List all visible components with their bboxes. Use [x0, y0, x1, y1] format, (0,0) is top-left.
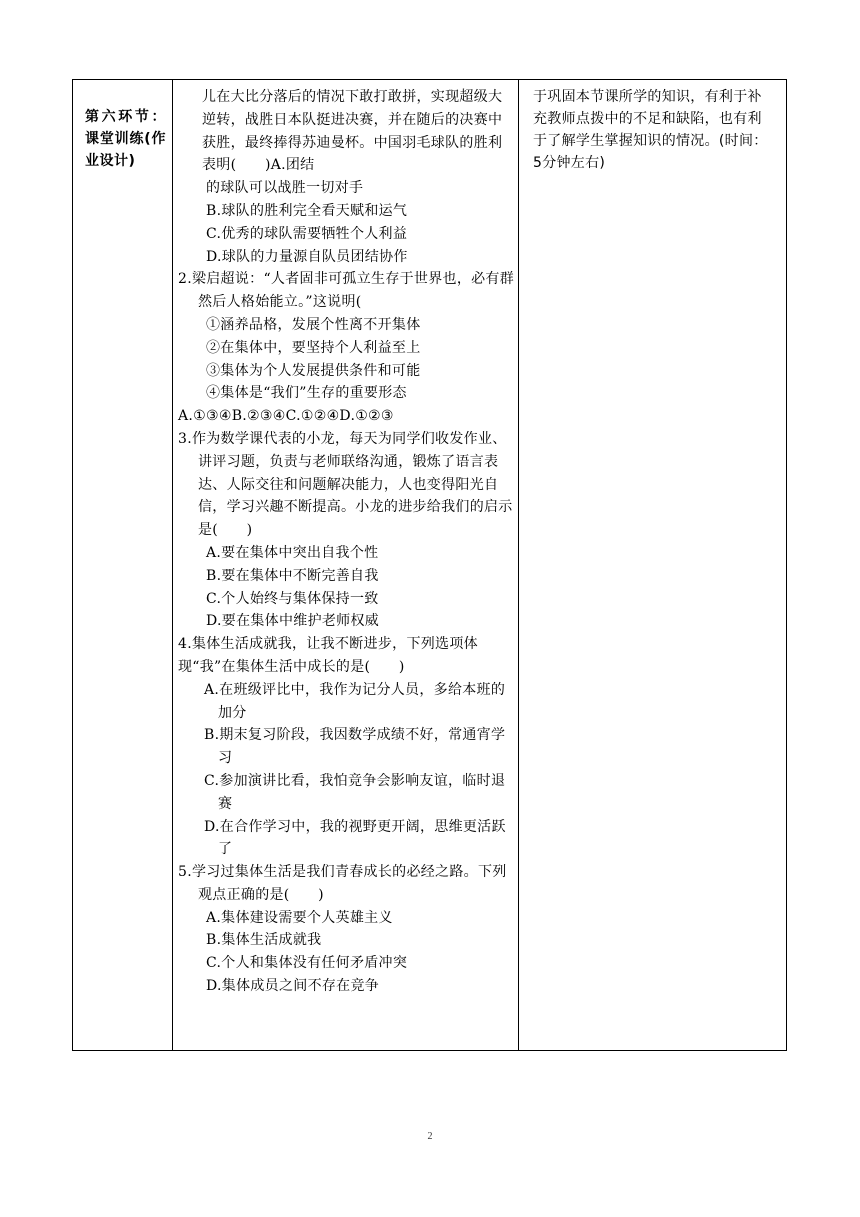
q4-option-a: A.在班级评比中，我作为记分人员，多给本班的加分 — [204, 681, 506, 721]
q1-option-d: D.球队的力量源自队员团结协作 — [206, 248, 408, 265]
q5-stem: 5.学习过集体生活是我们青春成长的必经之路。下列观点正确的是( ) — [178, 864, 507, 903]
q4-option-c: C.参加演讲比看，我怕竞争会影响友谊，临时退赛 — [204, 772, 506, 812]
q2-options: A.①③④B.②③④C.①②④D.①②③ — [178, 408, 394, 425]
stage-cell — [73, 80, 173, 1051]
exercise-cell — [173, 80, 519, 1051]
q4-stem: 4.集体生活成就我，让我不断进步，下列选项体现“我”在集体生活中成长的是( ) — [178, 636, 478, 675]
stage-label: 第六环节：课堂训练(作业设计) — [85, 109, 166, 169]
q5-option-a: A.集体建设需要个人英雄主义 — [206, 909, 393, 926]
q5-option-b: B.集体生活成就我 — [206, 932, 322, 949]
q1-option-a-continued: 的球队可以战胜一切对手 — [206, 180, 364, 197]
q2-statement-4: ④集体是“我们”生存的重要形态 — [206, 385, 407, 402]
q4-option-b: B.期末复习阶段，我因数学成绩不好，常通宵学习 — [204, 727, 506, 767]
table-row — [73, 80, 787, 1051]
q2-stem: 2.梁启超说：“人者固非可孤立生存于世界也，必有群然后人格始能立。”这说明( — [178, 271, 515, 311]
q1-option-b: B.球队的胜利完全看天赋和运气 — [206, 202, 408, 219]
lesson-plan-table — [72, 79, 787, 1051]
q3-option-a: A.要在集体中突出自我个性 — [206, 544, 379, 561]
page-number: 2 — [427, 1131, 433, 1142]
q5-option-d: D.集体成员之间不存在竞争 — [206, 978, 380, 995]
q5-option-c: C.个人和集体没有任何矛盾冲突 — [206, 955, 408, 972]
q2-statement-1: ①涵养品格，发展个性离不开集体 — [206, 316, 421, 333]
q3-option-d: D.要在集体中维护老师权威 — [206, 613, 380, 630]
q2-statement-2: ②在集体中，要坚持个人利益至上 — [206, 339, 421, 356]
design-note: 于巩固本节课所学的知识，有利于补充教师点拨中的不足和缺陷，也有利于了解学生掌握知识的情况。(时间：5分钟左右) — [533, 89, 768, 171]
q1-option-c: C.优秀的球队需要牺牲个人利益 — [206, 225, 408, 242]
q2-statement-3: ③集体为个人发展提供条件和可能 — [206, 362, 421, 379]
q4-option-d: D.在合作学习中，我的视野更开阔，思维更活跃了 — [204, 818, 506, 858]
q1-intro: 儿在大比分落后的情况下敢打敢拼，实现超级大逆转，战胜日本队挺进决赛，并在随后的决赛中获胜，最终捧得苏迪曼杯。中国羽毛球队的胜利表明( )A.团结 — [202, 89, 503, 174]
q3-option-c: C.个人始终与集体保持一致 — [206, 590, 379, 607]
q3-option-b: B.要在集体中不断完善自我 — [206, 567, 379, 584]
exercise-content — [173, 80, 518, 998]
design-note-cell — [519, 80, 787, 1051]
q3-stem: 3.作为数学课代表的小龙，每天为同学们收发作业、讲评习题，负责与老师联络沟通，锻炼了语言表达、人际交往和问题解决能力，人也变得阳光自信，学习兴趣不断提高。小龙的进步给我们的启示是( ) — [178, 430, 513, 539]
